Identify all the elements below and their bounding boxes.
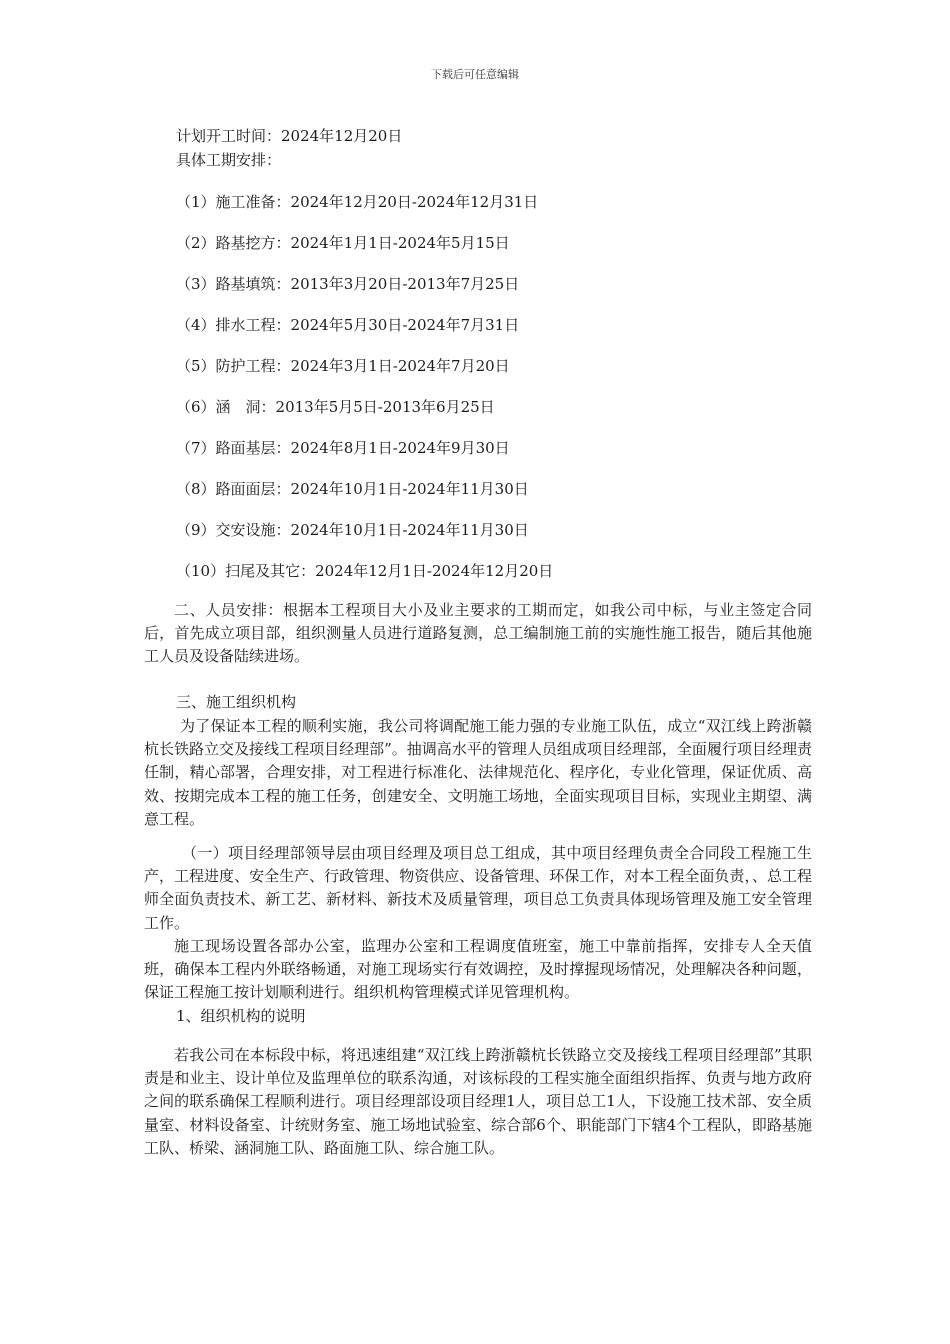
schedule-title: 具体工期安排：: [176, 151, 282, 169]
schedule-item: （8）路面面层：2024年10月1日-2024年11月30日: [176, 480, 529, 498]
schedule-item: （2）路基挖方：2024年1月1日-2024年5月15日: [176, 234, 510, 252]
schedule-item: （9）交安设施：2024年10月1日-2024年11月30日: [176, 521, 529, 539]
start-time: 计划开工时间：2024年12月20日: [176, 127, 403, 145]
schedule-item: （5）防护工程：2024年3月1日-2024年7月20日: [176, 357, 510, 375]
schedule-item: （10）扫尾及其它：2024年12月1日-2024年12月20日: [176, 562, 554, 580]
schedule-item: （6）涵 洞：2013年5月5日-2013年6月25日: [176, 398, 495, 416]
section3-paragraph-3: 施工现场设置各部办公室，监理办公室和工程调度值班室，施工中靠前指挥，安排专人全天值班，确保本工程内外联络畅通，对施工现场实行有效调控，及时撑握现场情况，处理解决各种问题，保证工程施工按计划顺利进行。组织机构管理模式详见管理机构。: [144, 937, 812, 1002]
section3-paragraph-1: 为了保证本工程的顺利实施，我公司将调配施工能力强的专业施工队伍，成立“双江线上跨浙赣杭长铁路立交及接线工程项目经理部”。抽调高水平的管理人员组成项目经理部，全面履行项目经理责任制，精心部署，合理安排，对工程进行标准化、法律规范化、程序化，专业化管理，保证优质、高效、按期完成本工程的施工任务，创建安全、文明施工场地，全面实现项目目标，实现业主期望、满意工程。: [144, 717, 812, 828]
schedule-item: （7）路面基层：2024年8月1日-2024年9月30日: [176, 439, 510, 457]
subsection1-paragraph: 若我公司在本标段中标，将迅速组建“双江线上跨浙赣杭长铁路立交及接线工程项目经理部”其职责是和业主、设计单位及监理单位的联系沟通，对该标段的工程实施全面组织指挥、负责与地方政府之间的联系确保工程顺利进行。项目经理部设项目经理1人，项目总工1人，下设施工技术部、安全质量室、材料设备室、计统财务室、施工场地试验室、综合部6个、职能部门下辖4个工程队，即路基施工队、桥梁、涵洞施工队、路面施工队、综合施工队。: [144, 1046, 812, 1157]
schedule-item: （3）路基填筑：2013年3月20日-2013年7月25日: [176, 275, 520, 293]
section3-paragraph-2: （一）项目经理部领导层由项目经理及项目总工组成，其中项目经理负责全合同段工程施工生产，工程进度、安全生产、行政管理、物资供应、设备管理、环保工作，对本工程全面负责，、总工程师全面负责技术、新工艺、新材料、新技术及质量管理，项目总工负责具体现场管理及施工安全管理工作。: [144, 844, 812, 932]
schedule-item: （1）施工准备：2024年12月20日-2024年12月31日: [176, 193, 539, 211]
staffing-paragraph: 二、人员安排：根据本工程项目大小及业主要求的工期而定，如我公司中标，与业主签定合同后，首先成立项目部，组织测量人员进行道路复测，总工编制施工前的实施性施工报告，随后其他施工人员及设备陆续进场。: [144, 601, 812, 666]
subsection1-title: 1、组织机构的说明: [176, 1007, 306, 1025]
schedule-item: （4）排水工程：2024年5月30日-2024年7月31日: [176, 316, 520, 334]
page-header: 下载后可任意编辑: [431, 68, 519, 81]
section3-title: 三、施工组织机构: [176, 693, 297, 711]
